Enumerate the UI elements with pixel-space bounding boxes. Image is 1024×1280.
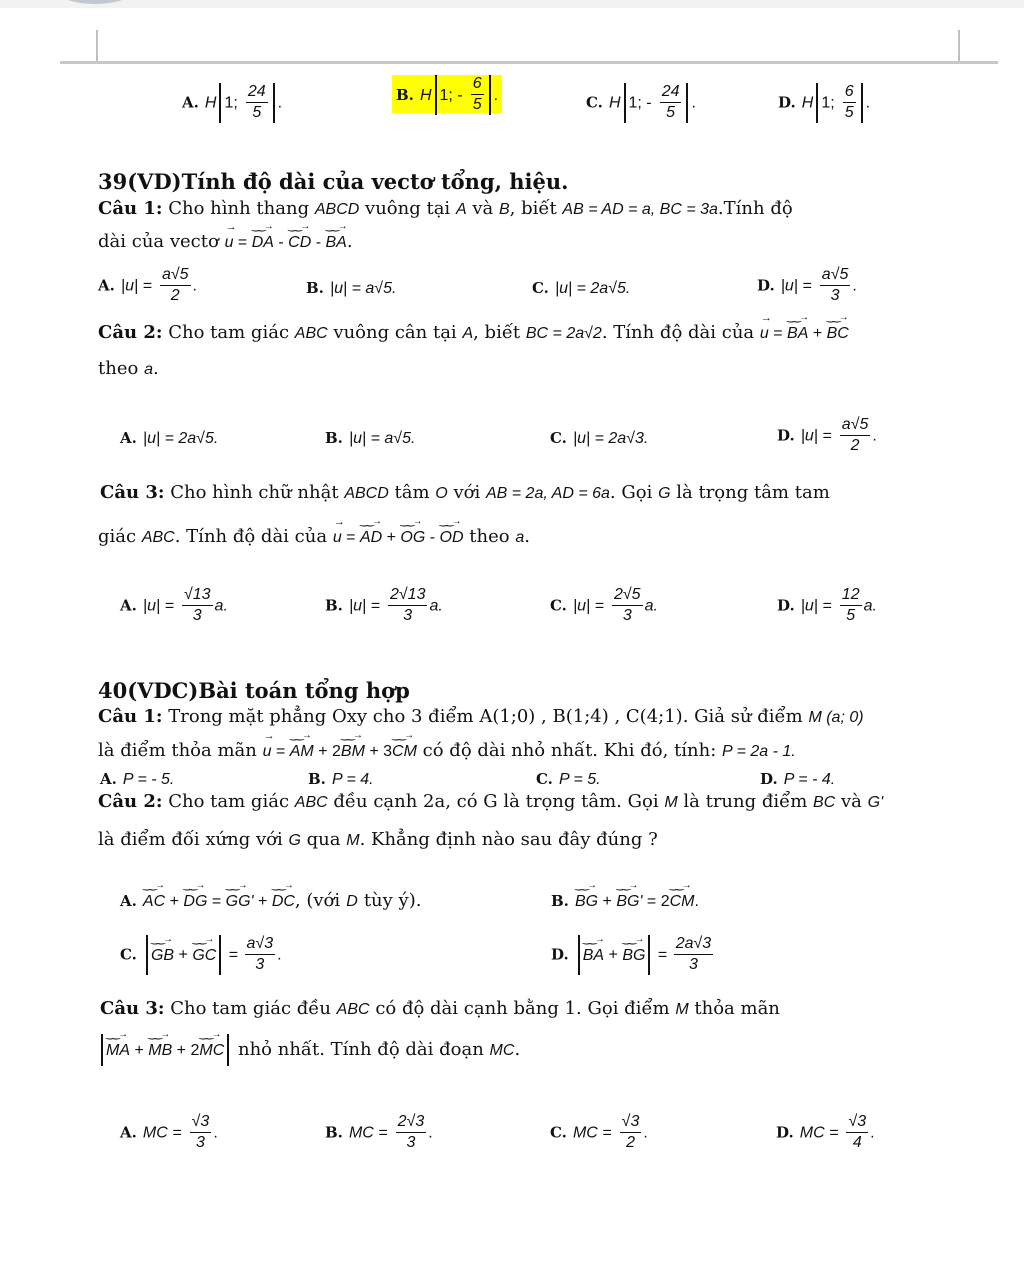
page-edge-left (96, 30, 98, 64)
s39-q3-option-b: B. |u| = $\frac{2√13}{3}$ a. (325, 586, 443, 624)
s40-q3-line1: Câu 3: Cho tam giác đều ABC có độ dài cạnh bằng 1. Gọi điểm M thỏa mãn (100, 998, 780, 1019)
page-edge-right (958, 30, 960, 64)
s39-q3-option-d: D. |u| = $\frac{12}{5}$ a. (777, 586, 877, 624)
s39-q2-line1: Câu 2: Cho tam giác ABC vuông cân tại A, biết BC = 2a√2. Tính độ dài của → u = ‿‿→ BA + ‿‿→ BC (98, 324, 849, 342)
s40-q1-option-c: C. P = 5. (536, 770, 601, 788)
s39-q1-line2: dài của vectơ → u = ‿‿→ DA - ‿‿→ CD - ‿‿→ BA. (98, 233, 353, 251)
highlighted-answer: B. H 1; - $\frac{6}{5}$ . (392, 75, 502, 113)
prev-option-b (392, 74, 502, 115)
s40-q1-line1: Câu 1: Trong mặt phẳng Oxy cho 3 điểm A(1;0) , B(1;4) , C(4;1). Giả sử điểm M (a; 0) (98, 706, 864, 727)
s39-q3-option-a: A. |u| = $\frac{√13}{3}$ a. (120, 586, 228, 624)
s40-q3-option-d: D. MC = $\frac{√3}{4}$ . (776, 1113, 875, 1151)
s40-q1-line2: là điểm thỏa mãn → u = ‿‿→ AM + 2‿‿→ BM + 3‿‿→ CM có độ dài nhỏ nhất. Khi đó, tính: P = 2a - 1. (98, 742, 796, 760)
s39-q1-option-d: D. |u| = $\frac{a√5}{3}$ . (757, 266, 857, 304)
s39-q3-line1: Câu 3: Cho hình chữ nhật ABCD tâm O với AB = 2a, AD = 6a. Gọi G là trọng tâm tam (100, 482, 830, 503)
s39-q1-option-a: A. |u| = $\frac{a√5}{2}$ . (98, 266, 197, 304)
section-39-title: 39(VD)Tính độ dài của vectơ tổng, hiệu. (98, 169, 569, 194)
s40-q3-option-a: A. MC = $\frac{√3}{3}$ . (120, 1113, 218, 1151)
s40-q2-option-a: A. ‿‿→ AC + ‿‿→ DG = ‿‿→ GG' + ‿‿→ DC, (với D tùy ý). (120, 891, 421, 910)
s40-q2-line2: là điểm đối xứng với G qua M. Khẳng định nào sau đây đúng ? (98, 829, 658, 850)
s39-q3-option-c: C. |u| = $\frac{2√5}{3}$ a. (550, 586, 658, 624)
page-header-rule (60, 61, 998, 64)
s39-q3-line2: giác ABC. Tính độ dài của → u = ‿‿→ AD + ‿‿→ OG - ‿‿→ OD theo a. (98, 528, 530, 546)
top-decoration (60, 0, 130, 4)
s39-q2-option-a: A. |u| = 2a√5. (120, 429, 219, 447)
s40-q2-option-d: D. ‿‿→ BA + ‿‿→ BG = $\frac{2a√3}{3}$ (551, 934, 715, 975)
s39-q1-option-b: B. |u| = a√5. (306, 279, 397, 297)
s40-q3-line2: ‿‿→ MA + ‿‿→ MB + 2‿‿→ MC nhỏ nhất. Tính độ dài đoạn MC. (98, 1034, 520, 1066)
s40-q3-option-c: C. MC = $\frac{√3}{2}$ . (550, 1113, 648, 1151)
s40-q1-option-a: A. P = - 5. (100, 770, 175, 788)
s39-q1-line1: Câu 1: Cho hình thang ABCD vuông tại A và B, biết AB = AD = a, BC = 3a.Tính độ (98, 198, 793, 219)
prev-option-d: D. H 1; $\frac{6}{5}$ . (778, 83, 871, 121)
s39-q1-option-c: C. |u| = 2a√5. (532, 279, 631, 297)
s40-q3-option-b: B. MC = $\frac{2√3}{3}$ . (325, 1113, 433, 1151)
s40-q1-option-d: D. P = - 4. (760, 770, 836, 788)
prev-option-c: C. H 1; - $\frac{24}{5}$ . (586, 83, 696, 121)
prev-option-a: A. H 1; $\frac{24}{5}$ . (182, 83, 283, 121)
s40-q2-option-c: C. ‿‿→ GB + ‿‿→ GC = $\frac{a√3}{3}$ . (120, 934, 282, 975)
top-bar (0, 0, 1024, 8)
s39-q2-line2: theo a. (98, 358, 159, 379)
s39-q2-option-c: C. |u| = 2a√3. (550, 429, 649, 447)
s39-q2-option-b: B. |u| = a√5. (325, 429, 416, 447)
s40-q2-line1: Câu 2: Cho tam giác ABC đều cạnh 2a, có G là trọng tâm. Gọi M là trung điểm BC và G' (98, 791, 884, 812)
section-40-title: 40(VDC)Bài toán tổng hợp (98, 678, 410, 703)
s39-q2-option-d: D. |u| = $\frac{a√5}{2}$ . (777, 416, 877, 454)
s40-q1-option-b: B. P = 4. (308, 770, 374, 788)
s40-q2-option-b: B. ‿‿→ BG + ‿‿→ BG' = 2‿‿→ CM. (551, 891, 699, 910)
